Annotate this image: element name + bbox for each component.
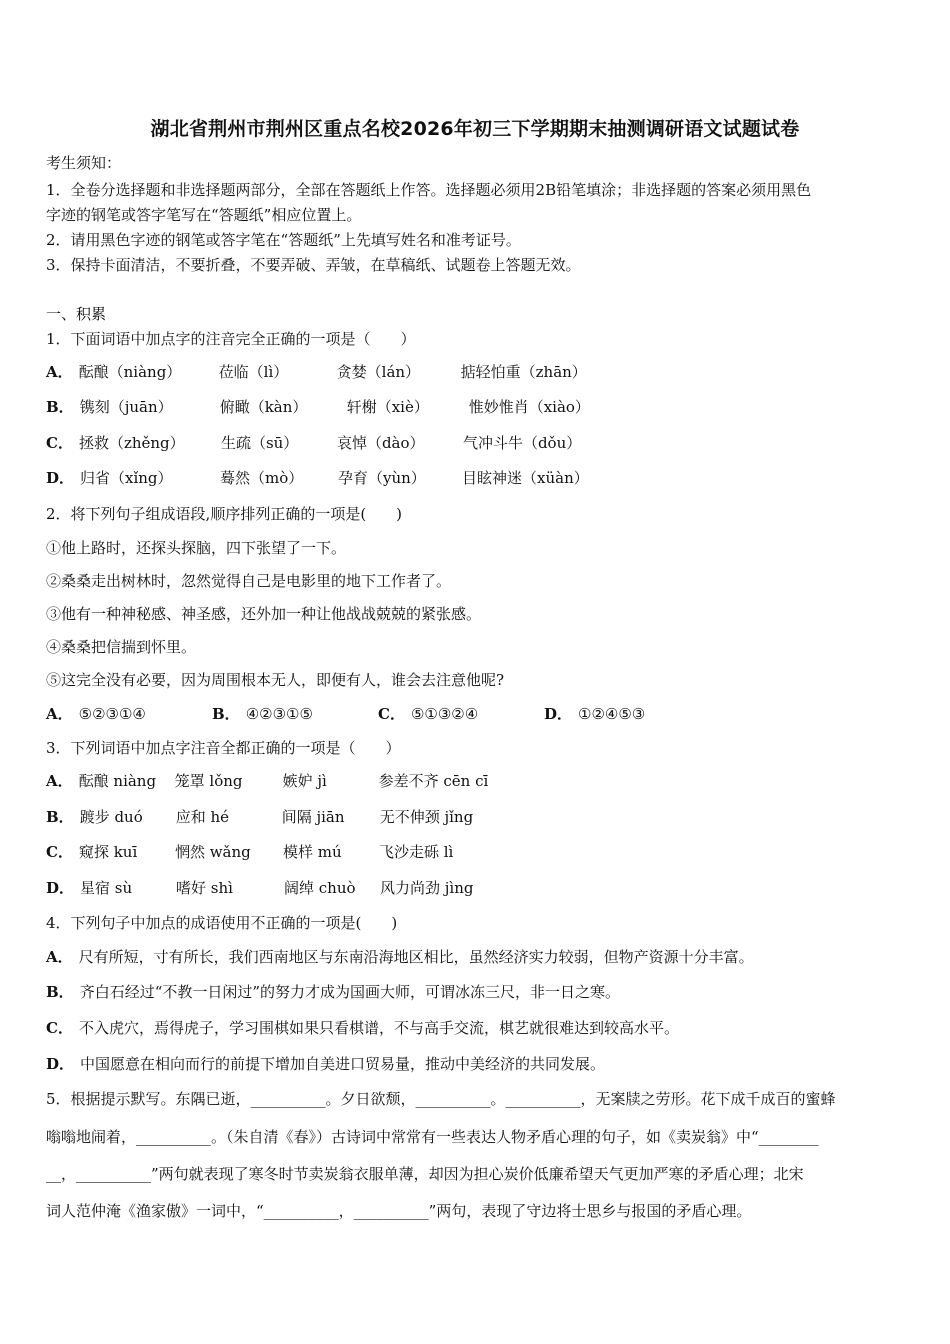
option-label: D． [46,469,75,487]
option-item: 尺有所短，寸有所长，我们西南地区与东南沿海地区相比，虽然经济实力较弱，但物产资源十分丰富。 [78,948,754,966]
sentence: ②桑桑走出树林时，忽然觉得自己是电影里的地下工作者了。 [46,572,452,590]
option-item: 蓦然（mò） [220,469,304,487]
option-item: 嗜好 shì [176,879,233,897]
option-row [46,981,620,1002]
section-heading: 一、积累 [46,305,107,323]
option-row [46,877,474,898]
option-label: D． [46,1055,75,1073]
option-item: 哀悼（dào） [336,434,425,452]
option-item: 生疏（sū） [220,434,299,452]
option-item: 归省（xǐng） [80,469,173,487]
notice-line: 字迹的钢笔或答字笔写在“答题纸”相应位置上。 [46,206,362,224]
option-item: 星宿 sù [80,879,133,897]
option-item: 窥探 kuī [78,843,138,861]
option-label: C． [46,434,73,452]
option-row [46,1017,679,1038]
option-label: B． [46,398,74,416]
option-row [46,361,587,382]
option-item: 无不伸颈 jǐng [379,808,474,826]
option-item: 惟妙惟肖（xiào） [468,398,590,416]
fill-blank-line: 词人范仲淹《渔家傲》一词中，“__________，__________”两句，表现了守边将士思乡与报国的矛盾心理。 [46,1202,752,1220]
option-item: 轩榭（xiè） [346,398,429,416]
option-item: 掂轻怕重（zhān） [460,363,587,381]
question-stem: 2．将下列句子组成语段,顺序排列正确的一项是( ) [46,505,403,523]
option-item: 阔绰 chuò [284,879,356,897]
option-item: 笼罩 lǒng [174,772,243,790]
question-stem: 3．下列词语中加点字注音全都正确的一项是（ ） [46,739,401,757]
sentence: ③他有一种神秘感、神圣感，还外加一种让他战战兢兢的紧张感。 [46,605,482,623]
fill-blank-line: 5．根据提示默写。东隅已逝，__________。夕日欲颓，__________。__________，无案牍之劳形。花下成千成百的蜜蜂 [46,1090,836,1108]
option-item: 俯瞰（kàn） [219,398,308,416]
option-item: 惘然 wǎng [174,843,251,861]
notice-line: 1．全卷分选择题和非选择题两部分，全部在答题纸上作答。选择题必须用2B铅笔填涂；非选择题的答案必须用黑色 [46,181,812,199]
option-item: 莅临（lì） [218,363,289,381]
fill-blank-line: 嗡嗡地闹着，__________。（朱自清《春》）古诗词中常常有一些表达人物矛盾心理的句子，如《卖炭翁》中“________ [46,1128,819,1146]
option-item: 齐白石经过“不教一日闲过”的努力才成为国画大师，可谓冰冻三尺，非一日之寒。 [79,983,621,1001]
option-row [46,432,581,453]
option-label: B． [46,983,74,1001]
notice-line: 2．请用黑色字迹的钢笔或答字笔在“答题纸”上先填写姓名和准考证号。 [46,231,521,249]
option-row [46,946,754,967]
option-item: 风力尚劲 jìng [380,879,474,897]
option-item: 中国愿意在相向而行的前提下增加自美进口贸易量，推动中美经济的共同发展。 [80,1055,606,1073]
option-item: 踱步 duó [79,808,143,826]
sentence: ⑤这完全没有必要，因为周围根本无人，即便有人，谁会去注意他呢? [46,671,505,689]
option-row [46,1053,605,1074]
option-label: D． [544,705,573,723]
question-stem: 1．下面词语中加点字的注音完全正确的一项是（ ） [46,330,416,348]
option-row [46,806,473,827]
option-item: 应和 hé [175,808,229,826]
option-row [46,396,590,417]
option-item: 孕育（yùn） [338,469,426,487]
option-item: 目眩神迷（xüàn） [462,469,589,487]
option-item: 模样 mú [282,843,342,861]
option-row [46,467,589,488]
sentence: ①他上路时，还探头探脑，四下张望了一下。 [46,539,347,557]
option-label: C． [46,1019,73,1037]
option-label: A． [46,772,73,790]
option-item: 气冲斗牛（dǒu） [462,434,582,452]
option-item: ①②④⑤③ [578,705,646,723]
option-item: 镌刻（juān） [79,398,173,416]
option-label: C． [46,843,73,861]
option-row [46,770,488,791]
page-title: 湖北省荆州市荆州区重点名校2026年初三下学期期末抽测调研语文试题试卷 [150,118,800,140]
notice-line: 3．保持卡面清洁，不要折叠，不要弄破、弄皱，在草稿纸、试题卷上答题无效。 [46,256,581,274]
option-label: B． [212,705,240,723]
option-label: B． [46,808,74,826]
question-stem: 4．下列句子中加点的成语使用不正确的一项是( ) [46,914,398,932]
option-item: 飞沙走砾 lì [378,843,454,861]
option-label: A． [46,363,73,381]
option-item: ⑤②③①④ [78,705,146,723]
option-item: 酝酿 niàng [78,772,157,790]
option-item: 间隔 jiān [281,808,345,826]
option-row [46,703,645,724]
option-label: A． [46,705,73,723]
option-item: 拯救（zhěng） [78,434,185,452]
notice-heading: 考生须知： [46,154,122,172]
option-item: 酝酿（niàng） [78,363,182,381]
sentence: ④桑桑把信揣到怀里。 [46,638,197,656]
option-item: 不入虎穴，焉得虎子，学习围棋如果只看棋谱，不与高手交流，棋艺就很难达到较高水平。 [78,1019,679,1037]
fill-blank-line: __，__________”两句就表现了寒冬时节卖炭翁衣服单薄，却因为担心炭价低廉希望天气更加严寒的矛盾心理；北宋 [46,1165,804,1183]
option-label: C． [378,705,405,723]
option-item: ⑤①③②④ [410,705,479,723]
option-label: A． [46,948,73,966]
option-item: 嫉妒 jì [282,772,327,790]
option-item: 贪婪（lán） [336,363,421,381]
option-label: D． [46,879,75,897]
option-item: ④②③①⑤ [245,705,313,723]
option-row [46,841,453,862]
option-item: 参差不齐 cēn cī [378,772,489,790]
